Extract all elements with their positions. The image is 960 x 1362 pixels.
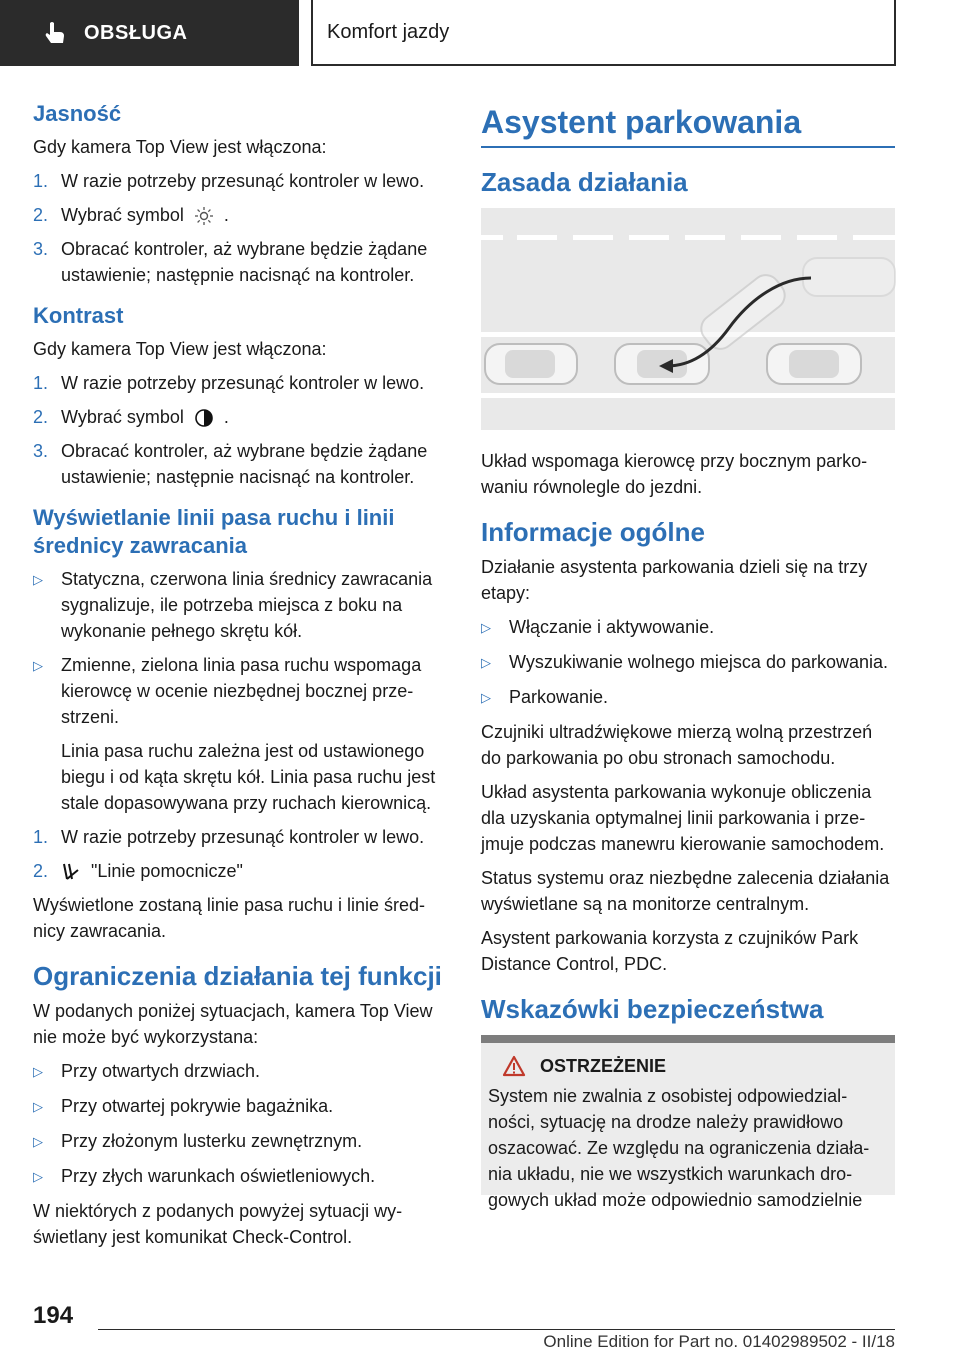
general-para: Układ asystenta parkowania wykonuje obliczenia dla uzyskania optymalnej linii parkowania i przejmuje podczas manewru kierowanie samochodem. <box>481 782 885 854</box>
lines-bullet-sub: Linia pasa ruchu zależna jest od ustawionego biegu i od kąta skrętu kół. Linia pasa ruchu jest stale dopasowywana przy ruchach kierownicą. <box>61 741 436 813</box>
page-number: 194 <box>33 1302 74 1329</box>
chapter-heading: Asystent parkowania <box>481 100 895 148</box>
general-heading: Informacje ogólne <box>481 517 705 547</box>
section-title: OBSŁUGA <box>84 21 188 44</box>
contrast-steps <box>33 370 448 490</box>
contrast-intro: Gdy kamera Top View jest włączona: <box>33 339 327 359</box>
general-intro: Działanie asystenta parkowania dzieli się na trzy etapy: <box>481 557 868 603</box>
bullet-triangle-icon: ▷ <box>33 1134 43 1149</box>
list-item: 1. W razie potrzeby przesunąć kontroler w lewo. <box>33 827 425 847</box>
list-item: 3. Obracać kontroler, aż wybrane będzie żądane ustawienie; następnie nacisnąć na kontroler. <box>33 239 428 285</box>
list-item: ▷ Przy otwartych drzwiach. <box>33 1058 448 1085</box>
bullet-triangle-icon: ▷ <box>33 1169 43 1184</box>
list-item: ▷ Przy otwartej pokrywie bagażnika. <box>33 1093 448 1120</box>
list-item: 1. W razie potrzeby przesunąć kontroler w lewo. <box>33 373 425 393</box>
left-column <box>33 100 448 1258</box>
limits-outro: W niektórych z podanych powyżej sytuacji wyświetlany jest komunikat Check-Control. <box>33 1201 403 1247</box>
list-item: ▷ Przy złożonym lusterku zewnętrznym. <box>33 1128 448 1155</box>
brightness-intro: Gdy kamera Top View jest włączona: <box>33 137 327 157</box>
lines-outro: Wyświetlone zostaną linie pasa ruchu i linie średnicy zawracania. <box>33 895 426 941</box>
safety-heading: Wskazówki bezpieczeństwa <box>481 994 824 1024</box>
warning-box <box>481 1043 895 1210</box>
guide-lines-icon <box>61 862 81 882</box>
limits-heading: Ograniczenia działania tej funkcji <box>33 961 442 991</box>
limits-intro: W podanych poniżej sytuacjach, kamera Top View nie może być wykorzystana: <box>33 1001 433 1047</box>
section-tab <box>0 0 299 66</box>
brightness-heading: Jasność <box>33 101 122 126</box>
sun-icon <box>194 206 214 226</box>
list-item: 1. W razie potrzeby przesunąć kontroler w lewo. <box>33 171 425 191</box>
list-item: ▷ Wyszukiwanie wolnego miejsca do parkowania. <box>481 649 895 676</box>
contrast-icon <box>194 408 214 428</box>
principle-caption: Układ wspomaga kierowcę przy bocznym parkowaniu równolegle do jezdni. <box>481 451 868 497</box>
bullet-triangle-icon: ▷ <box>33 1064 43 1079</box>
list-item: 2. "Linie pomocnicze" <box>33 861 243 881</box>
parking-diagram <box>481 208 895 430</box>
warning-triangle-icon <box>502 1055 526 1077</box>
chapter-title: Komfort jazdy <box>311 0 896 66</box>
page-header <box>0 0 960 66</box>
list-item: 2. Wybrać symbol . <box>33 205 229 225</box>
list-item: ▷ Parkowanie. <box>481 684 895 711</box>
bullet-triangle-icon: ▷ <box>33 1099 43 1114</box>
parking-illustration <box>481 208 895 430</box>
warning-title: OSTRZEŻENIE <box>488 1055 887 1077</box>
warning-divider <box>481 1035 895 1043</box>
list-item: ▷ Przy złych warunkach oświetleniowych. <box>33 1163 448 1190</box>
principle-heading: Zasada działania <box>481 167 688 197</box>
bullet-triangle-icon: ▷ <box>481 655 491 670</box>
bullet-triangle-icon: ▷ <box>481 690 491 705</box>
list-item: ▷ Włączanie i aktywowanie. <box>481 614 895 641</box>
bullet-triangle-icon: ▷ <box>33 658 43 673</box>
lines-bullets <box>33 566 448 730</box>
bullet-triangle-icon: ▷ <box>481 620 491 635</box>
limits-bullets <box>33 1058 448 1190</box>
warning-text: System nie zwalnia z osobistej odpowiedzialności, sytuację na drodze należy prawidłowo oszacować. Ze względu na ograniczenia działania układu, nie we wszystkich warunkach drogowych układ może odpowiednio samodzielnie <box>488 1086 870 1210</box>
right-column <box>481 100 895 1210</box>
general-bullets <box>481 614 895 711</box>
bullet-triangle-icon: ▷ <box>33 572 43 587</box>
general-para: Czujniki ultradźwiękowe mierzą wolną przestrzeń do parkowania po obu stronach samochodu. <box>481 722 873 768</box>
lines-steps <box>33 824 448 884</box>
brightness-steps <box>33 168 448 288</box>
list-item: 2. Wybrać symbol . <box>33 407 229 427</box>
list-item: ▷ Statyczna, czerwona linia średnicy zawracania sygnalizuje, ile potrzeba miejsca z boku na wykonanie pełnego skrętu kół. <box>33 566 448 644</box>
list-item: 3. Obracać kontroler, aż wybrane będzie żądane ustawienie; następnie nacisnąć na kontroler. <box>33 441 428 487</box>
footer-divider <box>98 1329 895 1330</box>
list-item: ▷ Zmienne, zielona linia pasa ruchu wspomaga kierowcę w ocenie niezbędnej bocznej przestrzeni. <box>33 652 448 730</box>
lines-heading: Wyświetlanie linii pasa ruchu i linii średnicy zawracania <box>33 505 395 558</box>
general-para: Status systemu oraz niezbędne zalecenia działania wyświetlane są na monitorze centralnym. <box>481 868 890 914</box>
hand-pointer-icon <box>44 21 66 45</box>
footer-edition: Online Edition for Part no. 01402989502 - II/18 <box>543 1332 895 1351</box>
general-para: Asystent parkowania korzysta z czujników Park Distance Control, PDC. <box>481 928 859 974</box>
contrast-heading: Kontrast <box>33 303 124 328</box>
